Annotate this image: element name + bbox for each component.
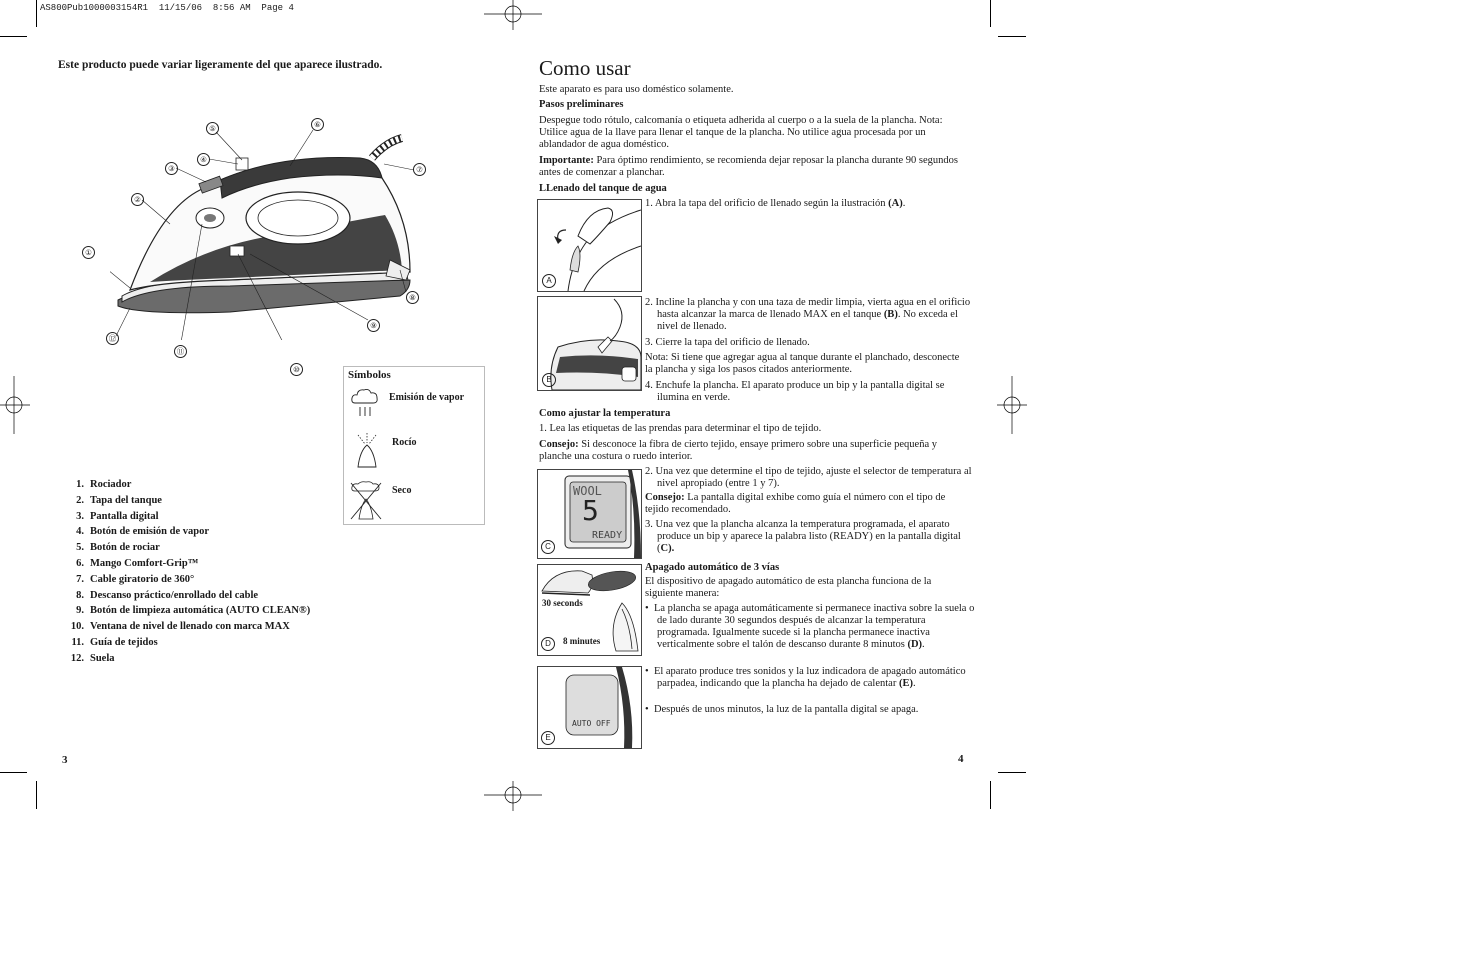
part-number: 2. xyxy=(76,494,84,506)
iron-illustration xyxy=(110,120,430,340)
step-2-text-end: . No exceda el nivel de llenado. xyxy=(657,309,958,332)
list-item xyxy=(58,495,310,511)
spray-icon xyxy=(354,431,380,469)
paragraph-pasos: Despegue todo rótulo, calcomanía o etiqueta adherida al cuerpo o a la suela de la plancha. Nota: Utilice agua de la llave para llenar el tanque de la plancha. No utilice agua procesada por un ablandador de agua doméstico. xyxy=(539,115,943,150)
callout-12: ⑫ xyxy=(106,332,119,345)
step-1-text: 1. Abra la tapa del orificio de llenado según la ilustración xyxy=(645,198,889,209)
part-number: 11. xyxy=(71,636,84,648)
list-item xyxy=(58,526,310,542)
list-item xyxy=(58,511,310,527)
heading-pasos: Pasos preliminares xyxy=(539,99,624,110)
bullet-2-ref: (E) xyxy=(898,678,913,689)
figure-label-b: B xyxy=(542,373,556,387)
crop-mark xyxy=(0,772,27,773)
heading-llenado: LLenado del tanque de agua xyxy=(539,183,667,194)
registration-mark-bottom xyxy=(484,781,542,811)
crop-mark xyxy=(0,36,27,37)
part-label: Suela xyxy=(90,652,115,664)
bullet-1: • La plancha se apaga automáticamente si permanece inactiva sobre la suela o de lado durante 30 segundos después de alcanzar la temperatura programada. Igualmente sucede si la plancha permanece inactiva verticalmente sobre el talón de descanso durante 8 minutos (D). xyxy=(645,603,975,650)
bullet-2-text: El aparato produce tres sonidos y la luz indicadora de apagado automático parpadea, indicando que la plancha ha dejado de calentar xyxy=(653,666,966,689)
consejo-text: Si desconoce la fibra de cierto tejido, ensaye primero sobre una superficie pequeña y planche una costura o ruedo interior. xyxy=(539,439,937,462)
dry-icon xyxy=(349,481,383,521)
list-item xyxy=(58,574,310,590)
part-number: 3. xyxy=(76,510,84,522)
part-label: Mango Comfort-Grip™ xyxy=(90,557,199,569)
callout-1: ① xyxy=(82,246,95,259)
crop-mark xyxy=(998,36,1026,37)
callout-7: ⑦ xyxy=(413,163,426,176)
step-2 xyxy=(645,297,979,333)
part-number: 12. xyxy=(70,652,84,664)
step-3: 3. Cierre la tapa del orificio de llenado. xyxy=(645,337,810,348)
step-1-ref: (A) xyxy=(888,198,903,209)
temp-step-2: 2. Una vez que determine el tipo de tejido, ajuste el selector de temperatura al nivel apropiado (entre 1 y 7). xyxy=(645,466,972,489)
bullet-1-text: La plancha se apaga automáticamente si permanece inactiva sobre la suela o de lado durante 30 segundos después de alcanzar la temperatura programada. Igualmente sucede si la plancha permanece inactiva verticalmente sobre el talón de descanso durante 8 minutos xyxy=(653,603,975,650)
importante-label: Importante: xyxy=(539,155,594,166)
symbols-title: Símbolos xyxy=(348,369,391,381)
list-item xyxy=(58,637,310,653)
page-number-left: 3 xyxy=(62,754,68,766)
registration-mark-left xyxy=(0,376,30,434)
parts-list xyxy=(58,479,310,669)
callout-3: ③ xyxy=(165,162,178,175)
part-number: 8. xyxy=(76,589,84,601)
part-label: Descanso práctico/enrollado del cable xyxy=(90,589,259,601)
callout-2: ② xyxy=(131,193,144,206)
step-4: 4. Enchufe la plancha. El aparato produce un bip y la pantalla digital se ilumina en verde. xyxy=(645,380,945,403)
crop-mark xyxy=(36,781,37,809)
figure-d-30s: 30 seconds xyxy=(542,598,583,608)
heading-temperatura: Como ajustar la temperatura xyxy=(539,408,671,419)
part-number: 9. xyxy=(76,605,84,617)
list-item xyxy=(58,558,310,574)
part-label: Pantalla digital xyxy=(90,510,159,522)
crop-mark xyxy=(990,781,991,809)
callout-11: ⑪ xyxy=(174,345,187,358)
callout-4: ④ xyxy=(197,153,210,166)
part-label: Rociador xyxy=(90,479,132,490)
heading-apagado: Apagado automático de 3 vías xyxy=(645,562,780,573)
paragraph-importante xyxy=(539,155,959,179)
part-number: 1. xyxy=(76,479,84,490)
step-1: 1. Abra la tapa del orificio de llenado según la ilustración (A). xyxy=(645,198,906,209)
figure-a xyxy=(537,199,642,292)
figure-label-c: C xyxy=(541,540,555,554)
consejo-2 xyxy=(645,492,970,516)
bullet-2: • El aparato produce tres sonidos y la luz indicadora de apagado automático parpadea, indicando que la plancha ha dejado de calentar (E). xyxy=(645,666,966,689)
list-item xyxy=(58,653,310,669)
temp-step-3 xyxy=(645,519,979,555)
step-2-ref: (B) xyxy=(883,309,898,320)
bullet-2-end: . xyxy=(912,678,916,689)
product-note: Este producto puede variar ligeramente del que aparece ilustrado. xyxy=(58,59,383,71)
intro-text: Este aparato es para uso doméstico solamente. xyxy=(539,84,734,95)
callout-10: ⑩ xyxy=(290,363,303,376)
consejo-2-text: La pantalla digital exhibe como guía el número con el tipo de tejido recomendado. xyxy=(645,492,946,515)
temp-step-3-text: 3. Una vez que la plancha alcanza la temperatura programada, el aparato produce un bip y aparece la palabra listo (READY) en la pantalla digital ( xyxy=(645,519,961,554)
steam-icon xyxy=(351,387,379,419)
print-slug: AS800Pub1000003154R1 11/15/06 8:56 AM Page 4 xyxy=(40,3,294,13)
part-label: Guía de tejidos xyxy=(90,636,158,648)
figure-e xyxy=(537,666,642,749)
temp-step-3-ref: C). xyxy=(660,543,675,554)
crop-mark xyxy=(36,0,37,27)
list-item xyxy=(58,479,310,495)
callout-9: ⑨ xyxy=(367,319,380,332)
part-label: Cable giratorio de 360° xyxy=(90,573,195,585)
part-number: 10. xyxy=(70,621,84,633)
crop-mark xyxy=(990,0,991,27)
figure-d xyxy=(537,564,642,656)
apagado-intro: El dispositivo de apagado automático de esta plancha funciona de la siguiente manera: xyxy=(645,576,932,599)
part-label: Ventana de nivel de llenado con marca MAX xyxy=(90,621,290,633)
consejo-2-label: Consejo: xyxy=(645,492,685,503)
figure-label-e: E xyxy=(541,731,555,745)
page-number-right: 4 xyxy=(958,753,964,765)
callout-5: ⑤ xyxy=(206,122,219,135)
bullet-3-text: Después de unos minutos, la luz de la pantalla digital se apaga. xyxy=(653,704,919,715)
bullet-1-end: . xyxy=(922,639,925,650)
part-label: Tapa del tanque xyxy=(90,494,162,506)
figure-label-d: D xyxy=(541,637,555,651)
list-item xyxy=(58,605,310,621)
figure-c xyxy=(537,469,642,559)
page-title: Como usar xyxy=(539,56,631,80)
temp-step-1: 1. Lea las etiquetas de las prendas para determinar el tipo de tejido. xyxy=(539,423,822,434)
display-auto-off: AUTO OFF xyxy=(572,719,611,728)
registration-mark-right xyxy=(997,376,1027,434)
list-item xyxy=(58,542,310,558)
part-number: 4. xyxy=(76,526,84,538)
figure-d-8min: 8 minutes xyxy=(563,636,601,646)
part-number: 7. xyxy=(76,573,84,585)
symbol-spray-label: Rocío xyxy=(392,437,417,448)
display-ready: READY xyxy=(592,530,623,541)
figure-b xyxy=(537,296,642,391)
list-item xyxy=(58,590,310,606)
display-wool: WOOL xyxy=(573,484,602,498)
symbols-box xyxy=(343,366,485,525)
part-label: Botón de emisión de vapor xyxy=(90,526,210,538)
figure-label-a: A xyxy=(542,274,556,288)
display-digit: 5 xyxy=(582,494,599,527)
importante-text: Para óptimo rendimiento, se recomienda dejar reposar la plancha durante 90 segundos antes de comenzar a planchar. xyxy=(539,155,958,178)
symbol-steam-label: Emisión de vapor xyxy=(389,392,465,403)
part-number: 6. xyxy=(76,557,84,569)
registration-mark-top xyxy=(484,0,542,30)
consejo-1 xyxy=(539,439,959,463)
step-2-text: 2. Incline la plancha y con una taza de medir limpia, vierta agua en el orificio hasta alcanzar la marca de llenado MAX en el tanque xyxy=(645,297,971,320)
symbol-dry-label: Seco xyxy=(392,485,412,496)
callout-8: ⑧ xyxy=(406,291,419,304)
list-item xyxy=(58,621,310,637)
consejo-label: Consejo: xyxy=(539,439,579,450)
part-label: Botón de rociar xyxy=(90,542,160,554)
crop-mark xyxy=(998,772,1026,773)
bullet-1-ref: (D) xyxy=(907,639,923,650)
nota-text: Nota: Si tiene que agregar agua al tanque durante el planchado, desconecte la plancha y siga los pasos citados anteriormente. xyxy=(645,352,960,375)
bullet-3: • Después de unos minutos, la luz de la pantalla digital se apaga. xyxy=(645,704,919,715)
part-number: 5. xyxy=(76,542,84,554)
part-label: Botón de limpieza automática (AUTO CLEAN®) xyxy=(90,605,311,617)
callout-6: ⑥ xyxy=(311,118,324,131)
